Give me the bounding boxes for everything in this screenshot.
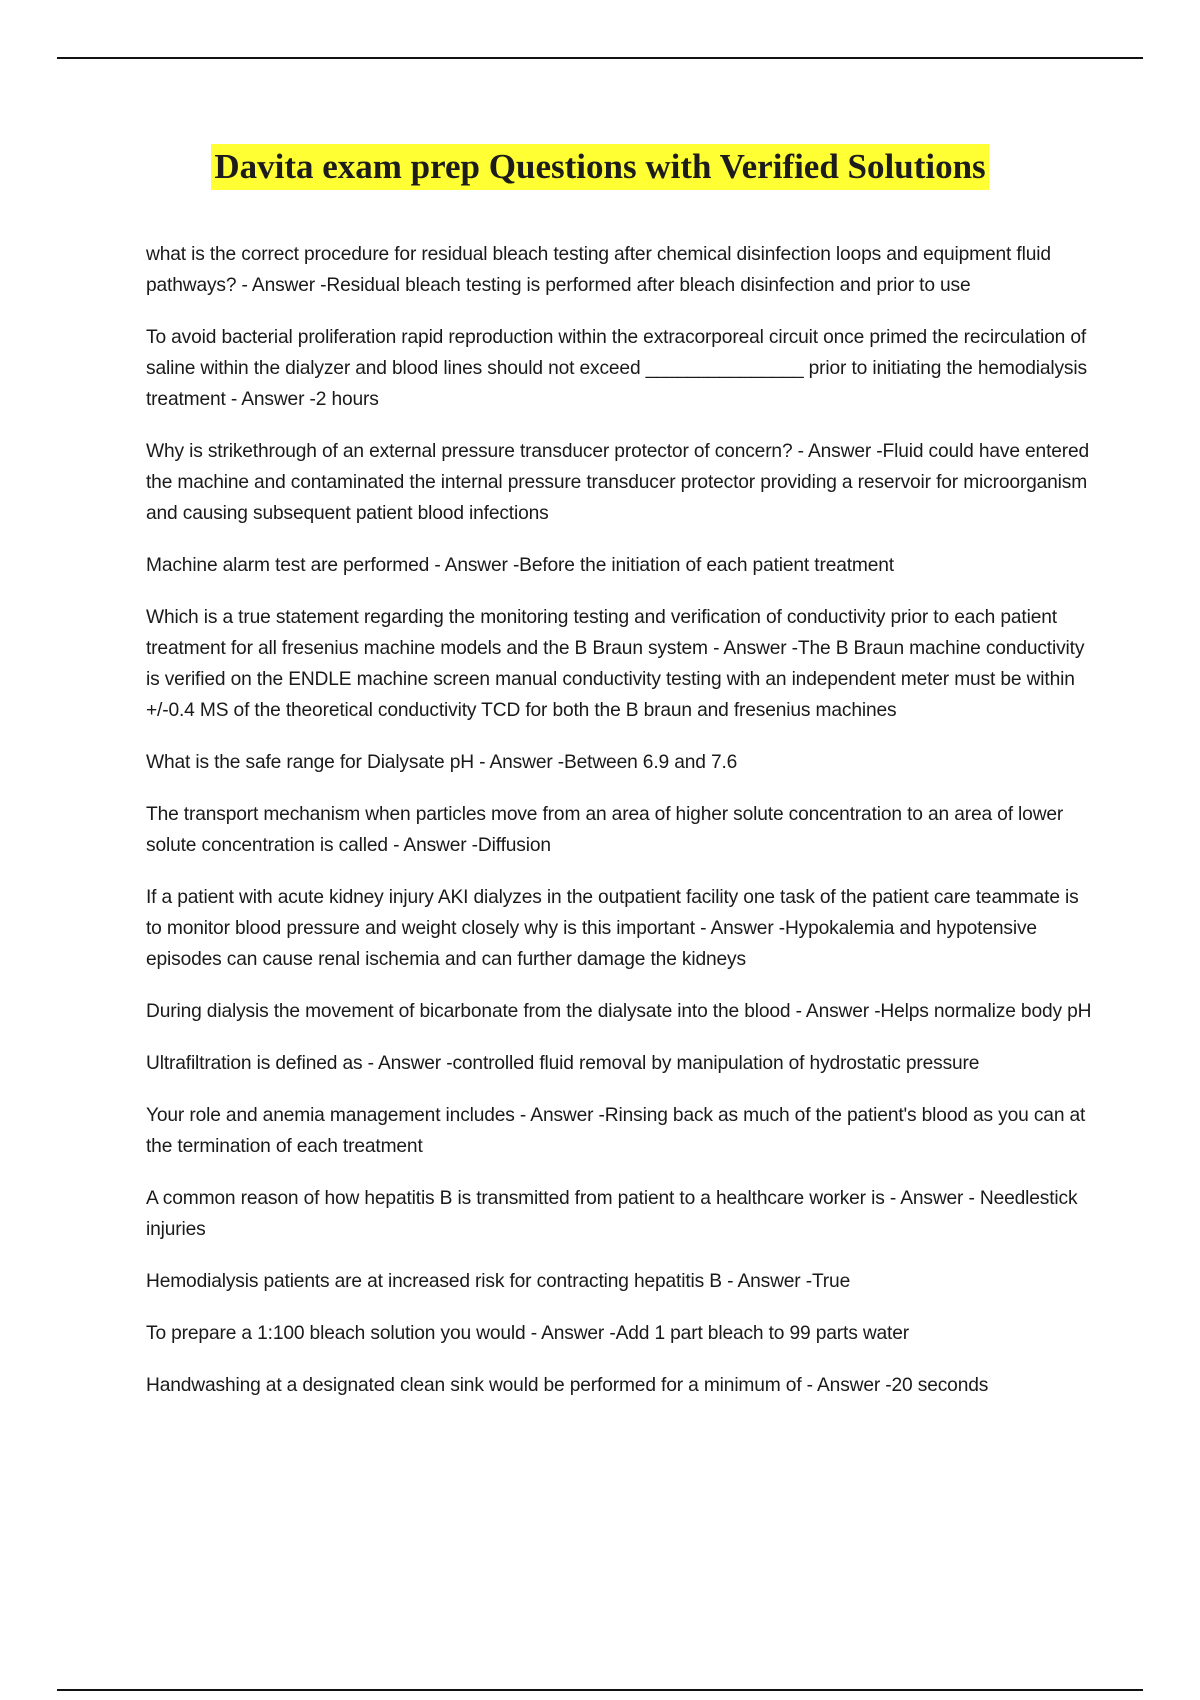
qa-item: To prepare a 1:100 bleach solution you would - Answer -Add 1 part bleach to 99 parts water: [146, 1323, 909, 1344]
qa-list: [146, 239, 1096, 1422]
title-container: [0, 144, 1200, 190]
qa-item: To avoid bacterial proliferation rapid reproduction within the extracorporeal circuit once primed the recirculation of saline within the dialyzer and blood lines should not exceed _______________ prior to initiating the hemodialysis treatment - Answer -2 hours: [146, 327, 1087, 410]
bottom-divider: [57, 1689, 1143, 1691]
qa-item: What is the safe range for Dialysate pH - Answer -Between 6.9 and 7.6: [146, 752, 738, 773]
qa-item: Your role and anemia management includes - Answer -Rinsing back as much of the patient's blood as you can at the termination of each treatment: [146, 1105, 1086, 1157]
qa-item: During dialysis the movement of bicarbonate from the dialysate into the blood - Answer -Helps normalize body pH: [146, 1001, 1092, 1022]
qa-item: The transport mechanism when particles move from an area of higher solute concentration to an area of lower solute concentration is called - Answer -Diffusion: [146, 804, 1064, 856]
qa-item: Which is a true statement regarding the monitoring testing and verification of conductivity prior to each patient treatment for all fresenius machine models and the B Braun system - Answer -The B Braun machine conductivity is verified on the ENDLE machine screen manual conductivity testing with an independent meter must be within +/-0.4 MS of the theoretical conductivity TCD for both the B braun and fresenius machines: [146, 607, 1085, 721]
qa-item: Machine alarm test are performed - Answer -Before the initiation of each patient treatment: [146, 555, 894, 576]
qa-item: If a patient with acute kidney injury AKI dialyzes in the outpatient facility one task of the patient care teammate is to monitor blood pressure and weight closely why is this important - Answer -Hypokalemia and hypotensive episodes can cause renal ischemia and can further damage the kidneys: [146, 887, 1079, 970]
qa-item: what is the correct procedure for residual bleach testing after chemical disinfection loops and equipment fluid pathways? - Answer -Residual bleach testing is performed after bleach disinfection and prior to use: [146, 244, 1051, 296]
qa-item: Ultrafiltration is defined as - Answer -controlled fluid removal by manipulation of hydrostatic pressure: [146, 1053, 980, 1074]
top-divider: [57, 57, 1143, 59]
qa-item: Hemodialysis patients are at increased risk for contracting hepatitis B - Answer -True: [146, 1271, 851, 1292]
qa-item: A common reason of how hepatitis B is transmitted from patient to a healthcare worker is - Answer - Needlestick injuries: [146, 1188, 1078, 1240]
page-title: Davita exam prep Questions with Verified Solutions: [211, 144, 988, 190]
qa-item: Handwashing at a designated clean sink would be performed for a minimum of - Answer -20 seconds: [146, 1375, 989, 1396]
qa-item: Why is strikethrough of an external pressure transducer protector of concern? - Answer -Fluid could have entered the machine and contaminated the internal pressure transducer protector providing a reservoir for microorganism and causing subsequent patient blood infections: [146, 441, 1090, 524]
